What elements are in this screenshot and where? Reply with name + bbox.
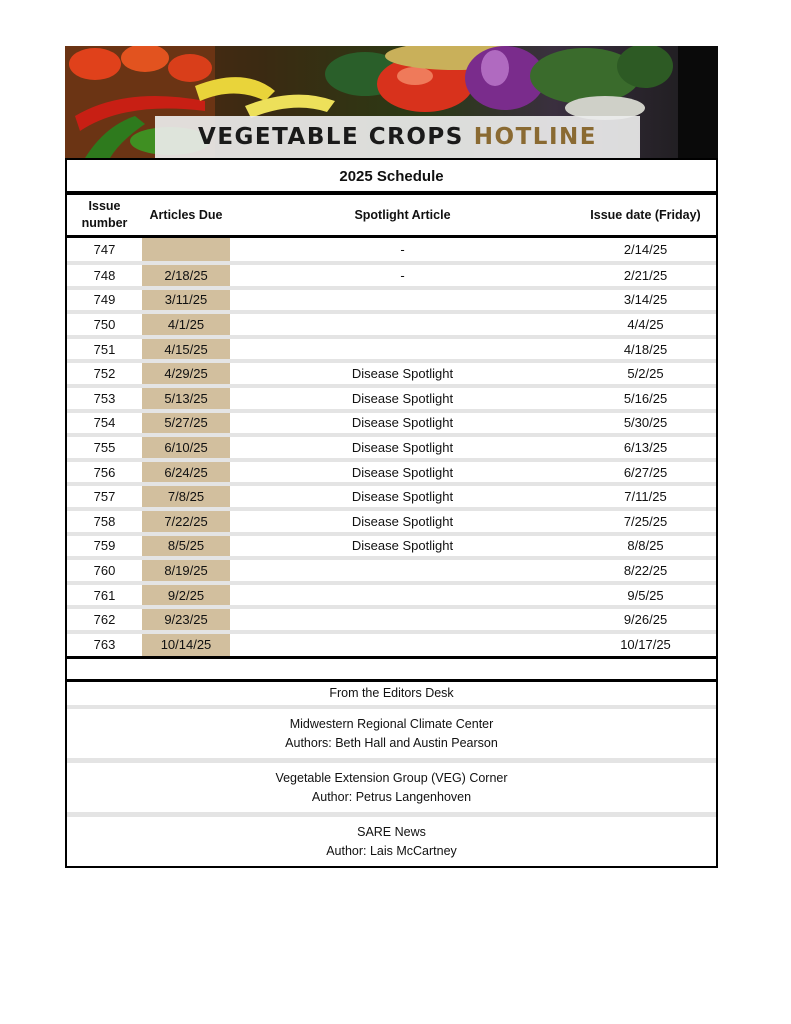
editors-heading: From the Editors Desk bbox=[67, 682, 716, 709]
cell-due: 6/10/25 bbox=[142, 437, 230, 458]
editors-item bbox=[67, 817, 716, 866]
table-header bbox=[67, 195, 716, 238]
editors-item-author: Authors: Beth Hall and Austin Pearson bbox=[285, 735, 498, 750]
table-row bbox=[67, 265, 716, 290]
cell-due: 7/8/25 bbox=[142, 486, 230, 507]
cell-issue: 761 bbox=[93, 587, 116, 603]
cell-issue: 757 bbox=[93, 489, 116, 505]
cell-issue: 763 bbox=[93, 637, 116, 653]
cell-issue: 751 bbox=[93, 341, 116, 357]
cell-date: 6/27/25 bbox=[623, 464, 668, 480]
cell-issue: 753 bbox=[93, 390, 116, 406]
banner-title-hotline: HOTLINE bbox=[473, 124, 597, 150]
table-row bbox=[67, 388, 716, 413]
header-issue-date: Issue date (Friday) bbox=[590, 208, 701, 222]
schedule-title: 2025 Schedule bbox=[67, 158, 716, 195]
cell-spotlight: Disease Spotlight bbox=[351, 366, 454, 382]
cell-spotlight: Disease Spotlight bbox=[351, 464, 454, 480]
cell-date: 6/13/25 bbox=[623, 439, 668, 455]
cell-date: 5/16/25 bbox=[623, 390, 668, 406]
cell-spotlight: Disease Spotlight bbox=[351, 489, 454, 505]
cell-date: 8/22/25 bbox=[623, 562, 668, 578]
cell-date: 9/26/25 bbox=[623, 612, 668, 628]
table-row bbox=[67, 486, 716, 511]
editors-item bbox=[67, 763, 716, 817]
table-row bbox=[67, 536, 716, 561]
table-row bbox=[67, 413, 716, 438]
cell-spotlight: Disease Spotlight bbox=[351, 513, 454, 529]
table-row bbox=[67, 363, 716, 388]
cell-issue: 755 bbox=[93, 439, 116, 455]
cell-due: 5/13/25 bbox=[142, 388, 230, 409]
cell-spotlight: Disease Spotlight bbox=[351, 538, 454, 554]
table-row bbox=[67, 585, 716, 610]
cell-due: 7/22/25 bbox=[142, 511, 230, 532]
cell-date: 7/11/25 bbox=[624, 489, 667, 505]
table-row bbox=[67, 238, 716, 265]
cell-due: 9/2/25 bbox=[142, 585, 230, 606]
cell-date: 2/21/25 bbox=[623, 267, 668, 283]
editors-item bbox=[67, 709, 716, 763]
cell-issue: 758 bbox=[93, 513, 116, 529]
cell-date: 4/18/25 bbox=[623, 341, 668, 357]
table-row bbox=[67, 634, 716, 659]
cell-due: 4/1/25 bbox=[142, 314, 230, 335]
editors-item-title: Vegetable Extension Group (VEG) Corner bbox=[275, 770, 508, 785]
cell-date: 3/14/25 bbox=[623, 292, 668, 308]
cell-date: 8/8/25 bbox=[627, 538, 664, 554]
cell-due: 10/14/25 bbox=[142, 634, 230, 656]
header-articles-due: Articles Due bbox=[149, 208, 223, 222]
cell-spotlight: - bbox=[400, 267, 405, 283]
table-row bbox=[67, 437, 716, 462]
table-row bbox=[67, 339, 716, 364]
cell-issue: 748 bbox=[93, 267, 116, 283]
editors-item-author: Author: Lais McCartney bbox=[326, 843, 457, 858]
table-body bbox=[67, 238, 716, 659]
cell-due bbox=[142, 238, 230, 261]
table-row bbox=[67, 290, 716, 315]
cell-issue: 747 bbox=[93, 242, 116, 257]
cell-date: 5/30/25 bbox=[623, 415, 668, 431]
cell-issue: 756 bbox=[93, 464, 116, 480]
cell-due: 2/18/25 bbox=[142, 265, 230, 286]
cell-date: 9/5/25 bbox=[627, 587, 664, 603]
spacer-row bbox=[67, 659, 716, 682]
cell-issue: 762 bbox=[93, 612, 116, 628]
page bbox=[65, 46, 718, 868]
cell-due: 8/5/25 bbox=[142, 536, 230, 557]
cell-date: 2/14/25 bbox=[623, 242, 668, 257]
editors-item-title: SARE News bbox=[357, 824, 426, 839]
cell-date: 5/2/25 bbox=[627, 366, 664, 382]
banner-edge bbox=[678, 46, 718, 158]
cell-issue: 760 bbox=[93, 562, 116, 578]
table-row bbox=[67, 314, 716, 339]
table-row bbox=[67, 511, 716, 536]
cell-spotlight: Disease Spotlight bbox=[351, 390, 454, 406]
banner-title bbox=[155, 116, 640, 158]
banner-title-main: VEGETABLE CROPS bbox=[198, 124, 464, 150]
cell-issue: 749 bbox=[93, 292, 116, 308]
cell-due: 3/11/25 bbox=[142, 290, 230, 311]
cell-due: 8/19/25 bbox=[142, 560, 230, 581]
table-row bbox=[67, 560, 716, 585]
cell-issue: 754 bbox=[93, 415, 116, 431]
header-issue-number: Issue number bbox=[81, 199, 128, 230]
cell-spotlight: Disease Spotlight bbox=[351, 415, 454, 431]
cell-due: 9/23/25 bbox=[142, 609, 230, 630]
cell-issue: 750 bbox=[93, 316, 116, 332]
cell-due: 5/27/25 bbox=[142, 413, 230, 434]
editors-item-author: Author: Petrus Langenhoven bbox=[311, 789, 472, 804]
table-row bbox=[67, 609, 716, 634]
cell-issue: 752 bbox=[93, 366, 116, 382]
cell-spotlight: Disease Spotlight bbox=[351, 439, 454, 455]
cell-date: 4/4/25 bbox=[627, 316, 664, 332]
cell-due: 6/24/25 bbox=[142, 462, 230, 483]
banner bbox=[65, 46, 718, 158]
table-row bbox=[67, 462, 716, 487]
cell-date: 7/25/25 bbox=[623, 513, 668, 529]
cell-due: 4/29/25 bbox=[142, 363, 230, 384]
cell-issue: 759 bbox=[93, 538, 116, 554]
cell-due: 4/15/25 bbox=[142, 339, 230, 360]
header-spotlight-article: Spotlight Article bbox=[354, 208, 451, 222]
editors-desk bbox=[65, 682, 718, 868]
editors-item-title: Midwestern Regional Climate Center bbox=[289, 716, 494, 731]
schedule-table bbox=[65, 158, 718, 682]
cell-date: 10/17/25 bbox=[620, 637, 671, 653]
cell-spotlight: - bbox=[400, 242, 405, 257]
